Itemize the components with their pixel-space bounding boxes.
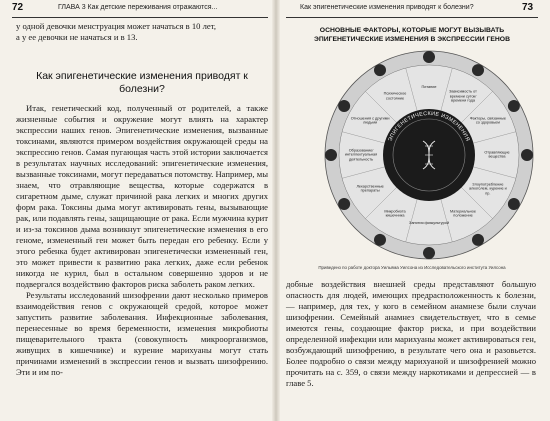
- segment-icon: [338, 198, 350, 210]
- left-paragraph-1: Итак, генетический код, полученный от родителей, а также жизненные события и окружение могут влиять на характер экспрессии наших генов. Эпигенетические изменения, вызванные токсинами, являются примером воздействия окружающей среды на экспрессию генов. Самая пугающая часть этой истории заключается в результатах научных исследований: эпигенетические изменения, вызванные токсинами, могут передаваться потомству. Например, мы знаем, что отравляющие вещества, которые содержатся в сигаретном дыме, служат причиной рака легких и многих других форм рака. Токсины дыма могут активировать гены, вызывающие рак, или подавлять гены, защищающие от рака. Если мужчина курит и из-за токсинов дыма возникнут эпигенетические изменения в его геноме, измененный ген может быть передан его ребенку. Если у этого ребенка будет активирован эпигенетически измененный ген, это может привести к развитию рака легких, даже если ребенок никогда не курил, был в остальном совершенно здоров и не подвергался воздействию факторов риска заболеть раком легких.: [16, 103, 268, 289]
- right-body: [286, 279, 536, 389]
- segment-icon: [508, 100, 520, 112]
- segment-icon: [374, 64, 386, 76]
- segment-label: Занятия физкультурой: [409, 220, 449, 225]
- segment-label: Факторы, связанные со здоровьем: [469, 116, 507, 125]
- segment-icon: [423, 51, 435, 63]
- segment-icon: [338, 100, 350, 112]
- right-header-rule: [286, 17, 538, 18]
- segment-label: Психическое состояние: [383, 91, 407, 101]
- segment-label: Образование/ интеллектуальная деятельность: [344, 148, 378, 162]
- right-running-header: Как эпигенетические изменения приводят к болезни?: [300, 4, 474, 11]
- segment-label: Отношения с другими людьми: [350, 116, 390, 125]
- segment-label: Злоупотребление алкоголем, курение и пр.: [468, 182, 507, 196]
- segment-label: Отравляющие вещества: [484, 150, 510, 159]
- segment-icon: [325, 149, 337, 161]
- left-body: [16, 103, 268, 378]
- segment-label: Питание: [421, 84, 437, 89]
- segment-label: Материальное положение: [450, 209, 476, 218]
- left-header-rule: [12, 17, 268, 18]
- segment-icon: [472, 234, 484, 246]
- segment-icon: [508, 198, 520, 210]
- center-label: ЭПИГЕНЕТИЧЕСКИЕ ИЗМЕНЕНИЯ: [387, 110, 471, 143]
- segment-icon: [374, 234, 386, 246]
- left-running-header: ГЛАВА 3 Как детские переживания отражаются...: [58, 4, 218, 11]
- left-intro-line-2: а у ее девочки не начаться и в 13.: [16, 32, 138, 42]
- left-intro: [16, 21, 268, 43]
- left-intro-line-1: у одной девочки менструация может начаться в 10 лет,: [16, 21, 216, 31]
- segment-label: Зависимость от времени суток/ времени года: [449, 89, 477, 103]
- book-gutter: [272, 0, 280, 421]
- segment-label: Лекарственные препараты: [356, 184, 384, 193]
- figure-credit: Приведено по работе доктора Уильяма Уилсона из Исследовательского института Уилсона: [318, 265, 506, 270]
- right-page-number: 73: [522, 2, 534, 13]
- left-paragraph-2: Результаты исследований шизофрении дают несколько примеров взаимодействия генов с окружающей средой, которое может запустить развитие заболевания. Инфекционные заболевания, перенесенные во время беременности, изменения микробиоты пищеварительного тракта (совокупность микроорганизмов, живущих в кишечнике) и курение марихуаны могут стать причинами изменений в экспрессии генов и вызвать шизофрению. Эти и им по-: [16, 290, 268, 377]
- left-page-number: 72: [12, 2, 24, 13]
- figure-title: ОСНОВНЫЕ ФАКТОРЫ, КОТОРЫЕ МОГУТ ВЫЗЫВАТЬ ЭПИГЕНЕТИЧЕСКИЕ ИЗМЕНЕНИЯ В ЭКСПРЕССИИ ГЕНОВ: [313, 27, 510, 43]
- epigenetics-figure: [322, 47, 536, 263]
- segment-icon: [423, 247, 435, 259]
- segment-icon: [472, 64, 484, 76]
- section-heading: Как эпигенетические изменения приводят к болезни?: [36, 70, 248, 95]
- segment-label: Микробиота кишечника: [384, 209, 406, 218]
- segment-icon: [521, 149, 533, 161]
- right-paragraph-1: добные воздействия внешней среды представляют большую опасность для людей, имеющих предрасположенность к болезни, — например, для тех, у кого в семейном анамнезе были случаи шизофрении. Семейный анамнез свидетельствует, что в семье имеются гены, создающие фактор риска, и при воздействии определенной инфекции или марихуаны может активироваться ген, возбуждающий шизофрению, в результате чего она и разовьется. Более подробно о связи между марихуаной и шизофренией можно прочитать на с. 359, о связи между наркотиками и депрессией — в главе 5.: [286, 279, 536, 388]
